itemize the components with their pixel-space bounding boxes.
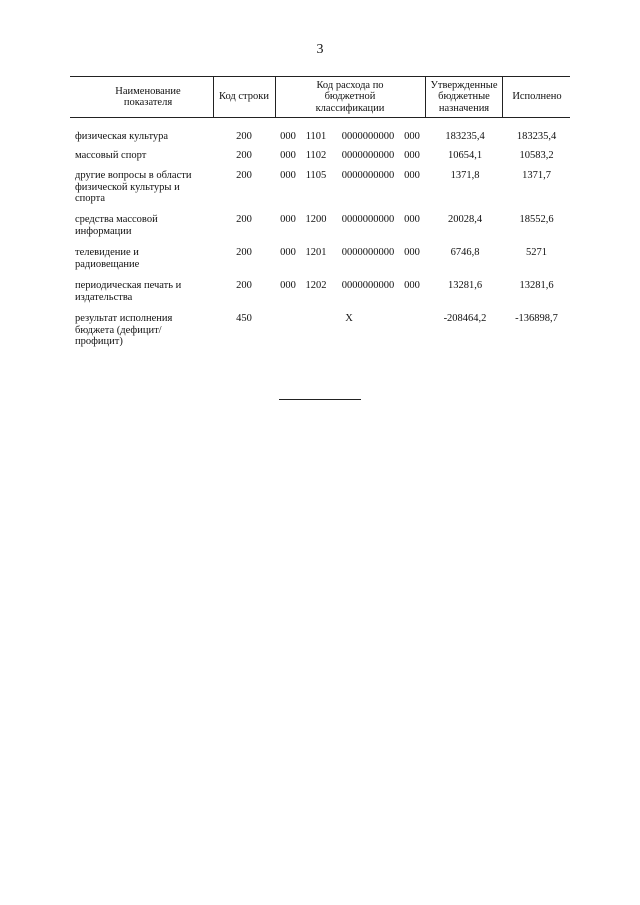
row-approved: 1371,8: [450, 170, 480, 181]
row-name: массовый спорт: [75, 150, 147, 161]
row-code-section: 1102: [305, 150, 327, 161]
page-number: 3: [316, 42, 324, 57]
row-code-type: 000: [404, 280, 420, 291]
row-approved: 10654,1: [447, 150, 483, 161]
row-code-section: 1101: [305, 131, 327, 142]
header-divider: [213, 77, 214, 117]
header-executed: Исполнено: [512, 91, 562, 103]
row-executed: 10583,2: [519, 150, 554, 161]
row-line-code: 200: [236, 280, 252, 291]
row-code-part: 000: [280, 150, 296, 161]
row-approved: 20028,4: [447, 214, 483, 225]
row-approved: 183235,4: [445, 131, 485, 142]
row-name: результат исполнения бюджета (дефицит/профицит): [75, 313, 173, 347]
row-code-type: 000: [404, 150, 420, 161]
row-code-article: 0000000000: [341, 150, 395, 161]
row-code-article: 0000000000: [341, 131, 395, 142]
row-executed: -136898,7: [515, 313, 558, 324]
row-code-part: 000: [280, 170, 296, 181]
row-code-part: 000: [280, 247, 296, 258]
row-executed: 5271: [526, 247, 547, 258]
row-name: средства массовой информации: [75, 214, 158, 237]
row-code-merged: X: [345, 313, 353, 324]
row-code-part: 000: [280, 280, 296, 291]
row-name: физическая культура: [75, 131, 169, 142]
row-executed: 18552,6: [519, 214, 554, 225]
row-line-code: 200: [236, 247, 252, 258]
header-divider: [502, 77, 503, 117]
table-header: [70, 76, 570, 118]
row-line-code: 200: [236, 170, 252, 181]
row-code-type: 000: [404, 247, 420, 258]
row-line-code: 200: [236, 214, 252, 225]
row-code-part: 000: [280, 214, 296, 225]
row-code-section: 1200: [305, 214, 327, 225]
row-code-article: 0000000000: [341, 247, 395, 258]
row-code-type: 000: [404, 131, 420, 142]
row-approved: -208464,2: [443, 313, 487, 324]
row-name: телевидение и радиовещание: [75, 247, 140, 270]
row-code-part: 000: [280, 131, 296, 142]
row-code-article: 0000000000: [341, 170, 395, 181]
row-code-type: 000: [404, 214, 420, 225]
row-executed: 13281,6: [519, 280, 554, 291]
row-approved: 13281,6: [447, 280, 483, 291]
row-code-article: 0000000000: [341, 280, 395, 291]
header-line-code: Код строки: [219, 91, 269, 103]
header-expense-code: Код расхода по бюджетной классификации: [315, 79, 385, 114]
end-separator-line: [279, 399, 361, 400]
row-name: другие вопросы в области физической культуры и спорта: [75, 170, 192, 204]
header-name: Наименование показателя: [115, 85, 181, 108]
row-line-code: 200: [236, 150, 252, 161]
row-code-article: 0000000000: [341, 214, 395, 225]
row-code-section: 1201: [305, 247, 327, 258]
header-divider: [425, 77, 426, 117]
row-name: периодическая печать и издательства: [75, 280, 182, 303]
header-divider: [275, 77, 276, 117]
row-code-section: 1105: [305, 170, 327, 181]
row-approved: 6746,8: [450, 247, 480, 258]
row-executed: 1371,7: [522, 170, 551, 181]
row-line-code: 450: [236, 313, 252, 324]
row-line-code: 200: [236, 131, 252, 142]
row-code-type: 000: [404, 170, 420, 181]
row-executed: 183235,4: [516, 131, 557, 142]
header-approved: Утвержденные бюджетные назначения: [430, 79, 498, 114]
row-code-section: 1202: [305, 280, 327, 291]
